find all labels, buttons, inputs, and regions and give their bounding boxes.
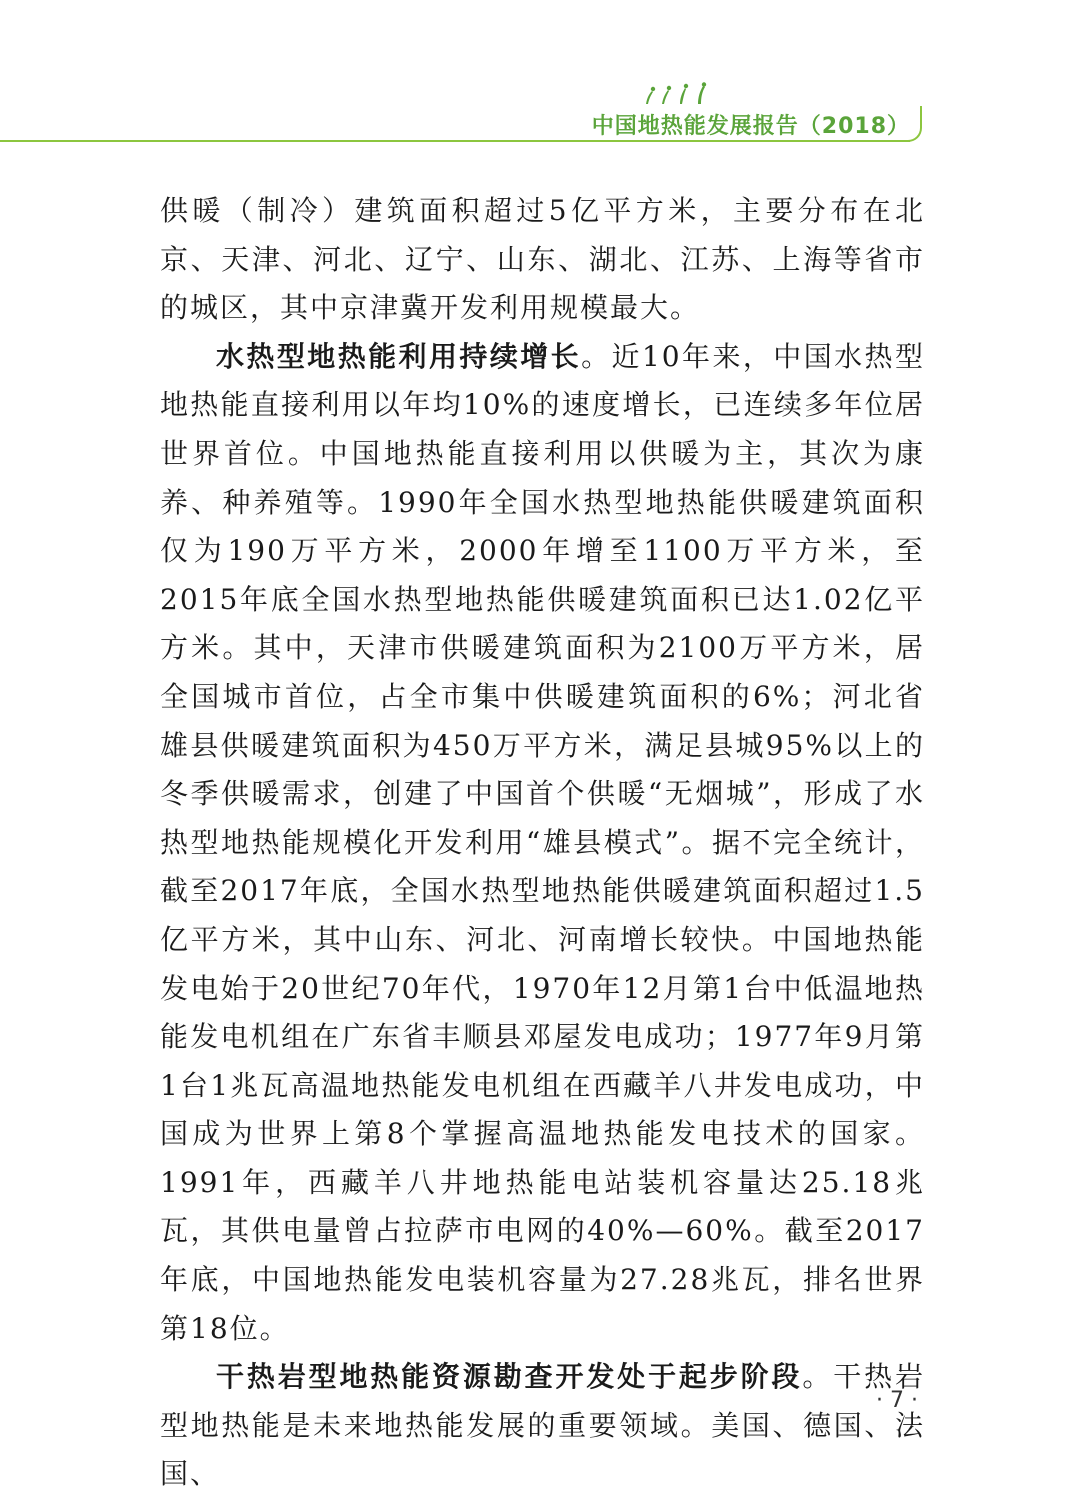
paragraph-lead: 干热岩型地热能资源勘查开发处于起步阶段 [216,1360,803,1394]
header-divider-hook [896,106,922,142]
main-text [160,187,925,1499]
paragraph-text: 。近10年来，中国水热型地热能直接利用以年均10%的速度增长，已连续多年位居世界首位。中国地热能直接利用以供暖为主，其次为康养、种养殖等。1990年全国水热型地热能供暖建筑面积仅为190万平方米，2000年增至1100万平方米，至2015年底全国水热型地热能供暖建筑面积已达1.02亿平方米。其中，天津市供暖建筑面积为2100万平方米，居全国城市首位，占全市集中供暖建筑面积的6%；河北省雄县供暖建筑面积为450万平方米，满足县城95%以上的冬季供暖需求，创建了中国首个供暖“无烟城”，形成了水热型地热能规模化开发利用“雄县模式”。据不完全统计，截至2017年底，全国水热型地热能供暖建筑面积超过1.5亿平方米，其中山东、河北、河南增长较快。中国地热能发电始于20世纪70年代，1970年12月第1台中低温地热能发电机组在广东省丰顺县邓屋发电成功；1977年9月第1台1兆瓦高温地热能发电机组在西藏羊八井发电成功，中国成为世界上第8个掌握高温地热能发电技术的国家。1991年，西藏羊八井地热能电站装机容量达25.18兆瓦，其供电量曾占拉萨市电网的40%—60%。截至2017年底，中国地热能发电装机容量为27.28兆瓦，排名世界第18位。 [160,339,925,1345]
paragraph-1 [160,187,925,333]
people-logo-icon [640,82,720,106]
header-divider [0,140,910,142]
paragraph-text: 。干热岩型地热能是未来地热能发展的重要领域。美国、德国、法国、 [160,1360,925,1491]
page-header [0,0,1080,150]
paragraph-2 [160,333,925,1353]
paragraph-text: 供暖（制冷）建筑面积超过5亿平方米，主要分布在北京、天津、河北、辽宁、山东、湖北、江苏、上海等省市的城区，其中京津冀开发利用规模最大。 [160,194,925,325]
paragraph-3 [160,1353,925,1499]
report-title: 中国地热能发展报告（2018） [591,114,910,139]
page-number: · 7 · [876,1388,918,1413]
paragraph-lead: 水热型地热能利用持续增长 [216,339,582,373]
